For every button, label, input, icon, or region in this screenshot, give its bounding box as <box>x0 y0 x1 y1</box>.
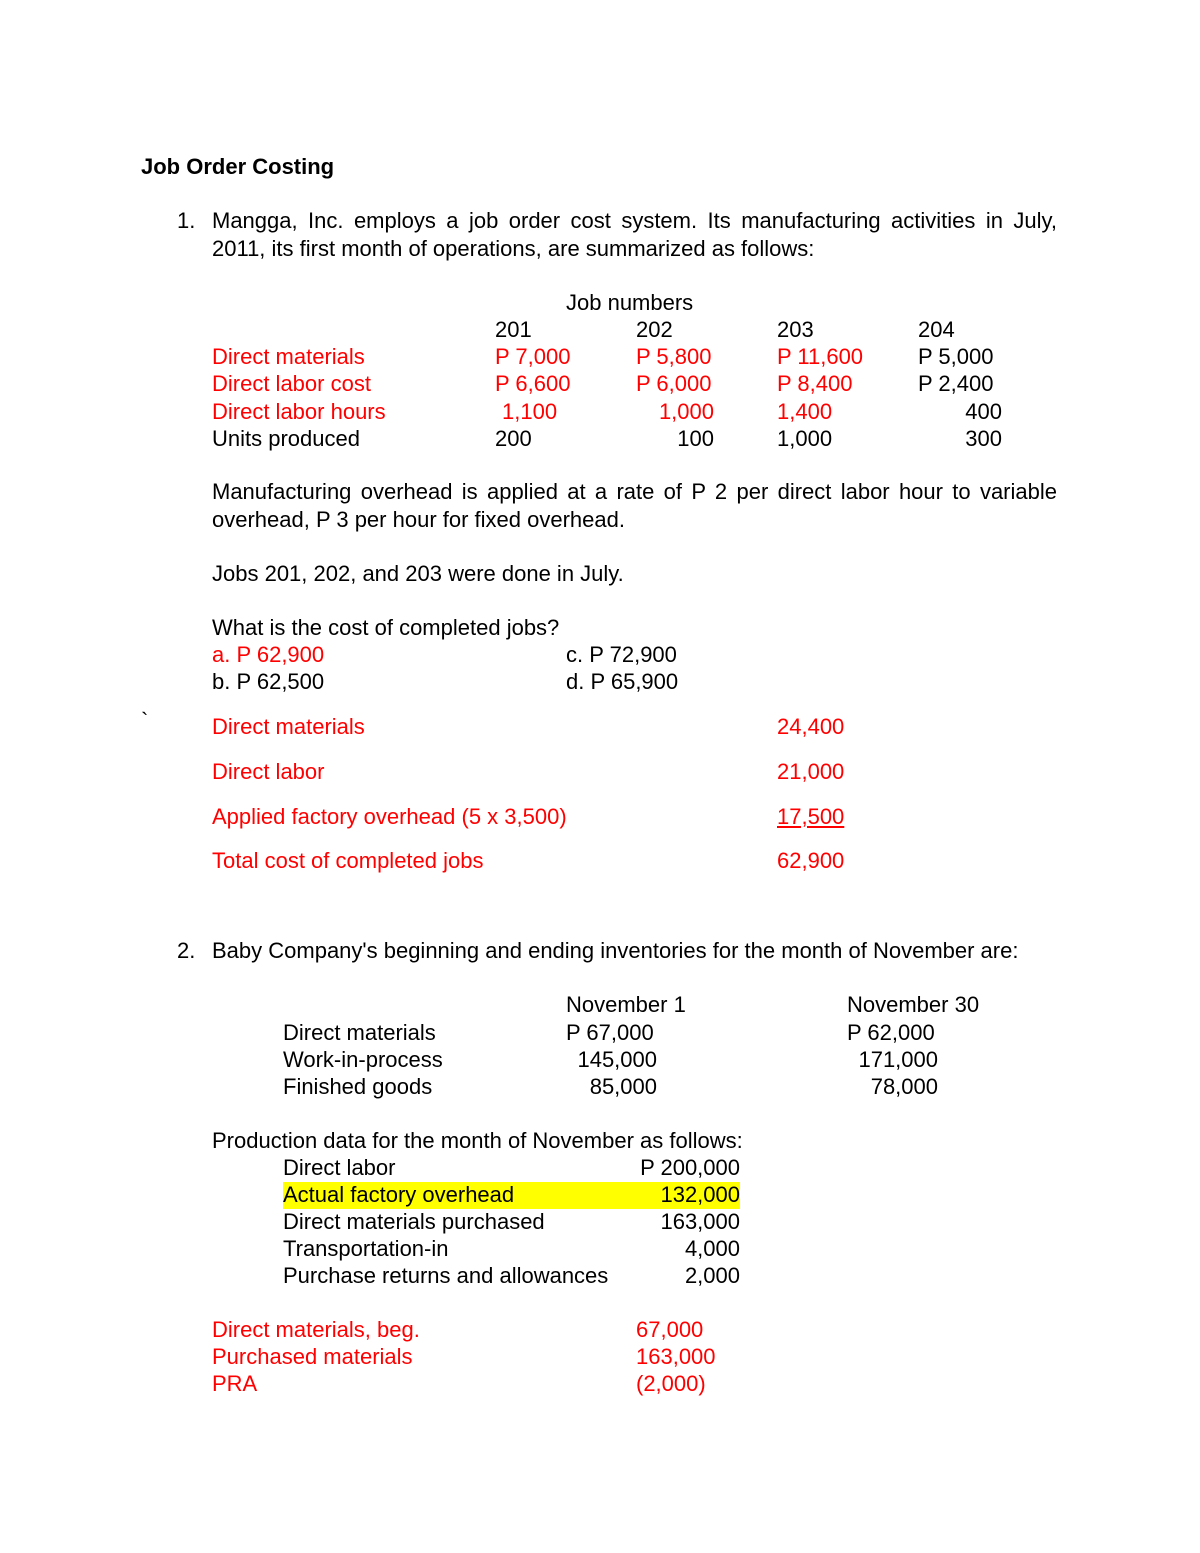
solution-label: Direct materials, beg. <box>212 1317 420 1342</box>
solution-value: 21,000 <box>777 759 845 784</box>
table-cell: P 5,000 <box>918 344 994 369</box>
production-label: Direct labor <box>283 1155 396 1180</box>
production-value: 163,000 <box>660 1209 740 1234</box>
table-row-label: Direct labor hours <box>212 399 386 424</box>
job-204-header: 204 <box>918 317 955 342</box>
table-cell: 400 <box>965 399 1002 424</box>
inventory-nov30: P 62,000 <box>847 1020 935 1045</box>
jobs-done-text: Jobs 201, 202, and 203 were done in July. <box>212 561 624 586</box>
table-cell: P 8,400 <box>777 371 853 396</box>
question-1-prompt: What is the cost of completed jobs? <box>212 615 560 640</box>
table-cell: P 7,000 <box>495 344 571 369</box>
solution-label: Applied factory overhead (5 x 3,500) <box>212 804 567 829</box>
production-label: Purchase returns and allowances <box>283 1263 609 1288</box>
solution-value: 163,000 <box>636 1344 716 1369</box>
production-label-highlighted: Actual factory overhead <box>283 1182 515 1207</box>
production-label: Transportation-in <box>283 1236 449 1261</box>
job-numbers-header: Job numbers <box>566 290 694 315</box>
table-cell: P 6,000 <box>636 371 712 396</box>
stray-backtick: ` <box>141 708 149 733</box>
solution-value: 24,400 <box>777 714 845 739</box>
question-1-intro: Mangga, Inc. employs a job order cost system. Its manufacturing activities in July, 2011, its first month of operations, are summarized as follows: <box>212 208 1057 261</box>
choice-b: b. P 62,500 <box>212 669 325 694</box>
job-202-header: 202 <box>636 317 673 342</box>
inventory-row-label: Finished goods <box>283 1074 433 1099</box>
inventory-header-nov30: November 30 <box>847 992 980 1017</box>
overhead-rate-text: Manufacturing overhead is applied at a rate of P 2 per direct labor hour to variable overhead, P 3 per hour for fixed overhead. <box>212 479 1057 532</box>
inventory-nov30: 171,000 <box>858 1047 938 1072</box>
question-2-intro: Baby Company's beginning and ending inventories for the month of November are: <box>212 938 1019 963</box>
table-cell: 200 <box>495 426 532 451</box>
production-label: Direct materials purchased <box>283 1209 545 1234</box>
table-cell: 100 <box>677 426 714 451</box>
table-row-label: Units produced <box>212 426 360 451</box>
table-cell: 1,100 <box>502 399 558 424</box>
inventory-nov1: 145,000 <box>577 1047 657 1072</box>
table-cell: P 5,800 <box>636 344 712 369</box>
table-cell: 300 <box>965 426 1002 451</box>
solution-value: (2,000) <box>636 1371 706 1396</box>
inventory-row-label: Work-in-process <box>283 1047 443 1072</box>
question-2-number: 2. <box>177 938 196 963</box>
production-value: 4,000 <box>684 1236 740 1261</box>
choice-d: d. P 65,900 <box>566 669 679 694</box>
solution-value: 67,000 <box>636 1317 704 1342</box>
solution-label: PRA <box>212 1371 258 1396</box>
inventory-nov1: P 67,000 <box>566 1020 654 1045</box>
solution-label: Total cost of completed jobs <box>212 848 484 873</box>
table-cell: 1,000 <box>658 399 714 424</box>
inventory-row-label: Direct materials <box>283 1020 436 1045</box>
table-cell: P 11,600 <box>777 344 864 369</box>
inventory-nov1: 85,000 <box>589 1074 657 1099</box>
table-cell: 1,000 <box>777 426 833 451</box>
choice-c: c. P 72,900 <box>566 642 677 667</box>
solution-value: 62,900 <box>777 848 845 873</box>
choice-a: a. P 62,900 <box>212 642 325 667</box>
table-cell: 1,400 <box>777 399 833 424</box>
production-intro: Production data for the month of November as follows: <box>212 1128 743 1153</box>
inventory-nov30: 78,000 <box>870 1074 938 1099</box>
solution-label: Direct labor <box>212 759 325 784</box>
table-row-label: Direct materials <box>212 344 365 369</box>
inventory-header-nov1: November 1 <box>566 992 686 1017</box>
production-value: 2,000 <box>684 1263 740 1288</box>
production-value: P 200,000 <box>640 1155 740 1180</box>
table-cell: P 2,400 <box>918 371 994 396</box>
solution-value: 17,500 <box>777 804 845 829</box>
job-201-header: 201 <box>495 317 532 342</box>
production-value-highlighted: 132,000 <box>660 1182 740 1207</box>
question-1-number: 1. <box>177 208 196 233</box>
job-203-header: 203 <box>777 317 814 342</box>
page-title: Job Order Costing <box>141 154 335 179</box>
solution-label: Direct materials <box>212 714 365 739</box>
solution-label: Purchased materials <box>212 1344 413 1369</box>
table-row-label: Direct labor cost <box>212 371 371 396</box>
table-cell: P 6,600 <box>495 371 571 396</box>
